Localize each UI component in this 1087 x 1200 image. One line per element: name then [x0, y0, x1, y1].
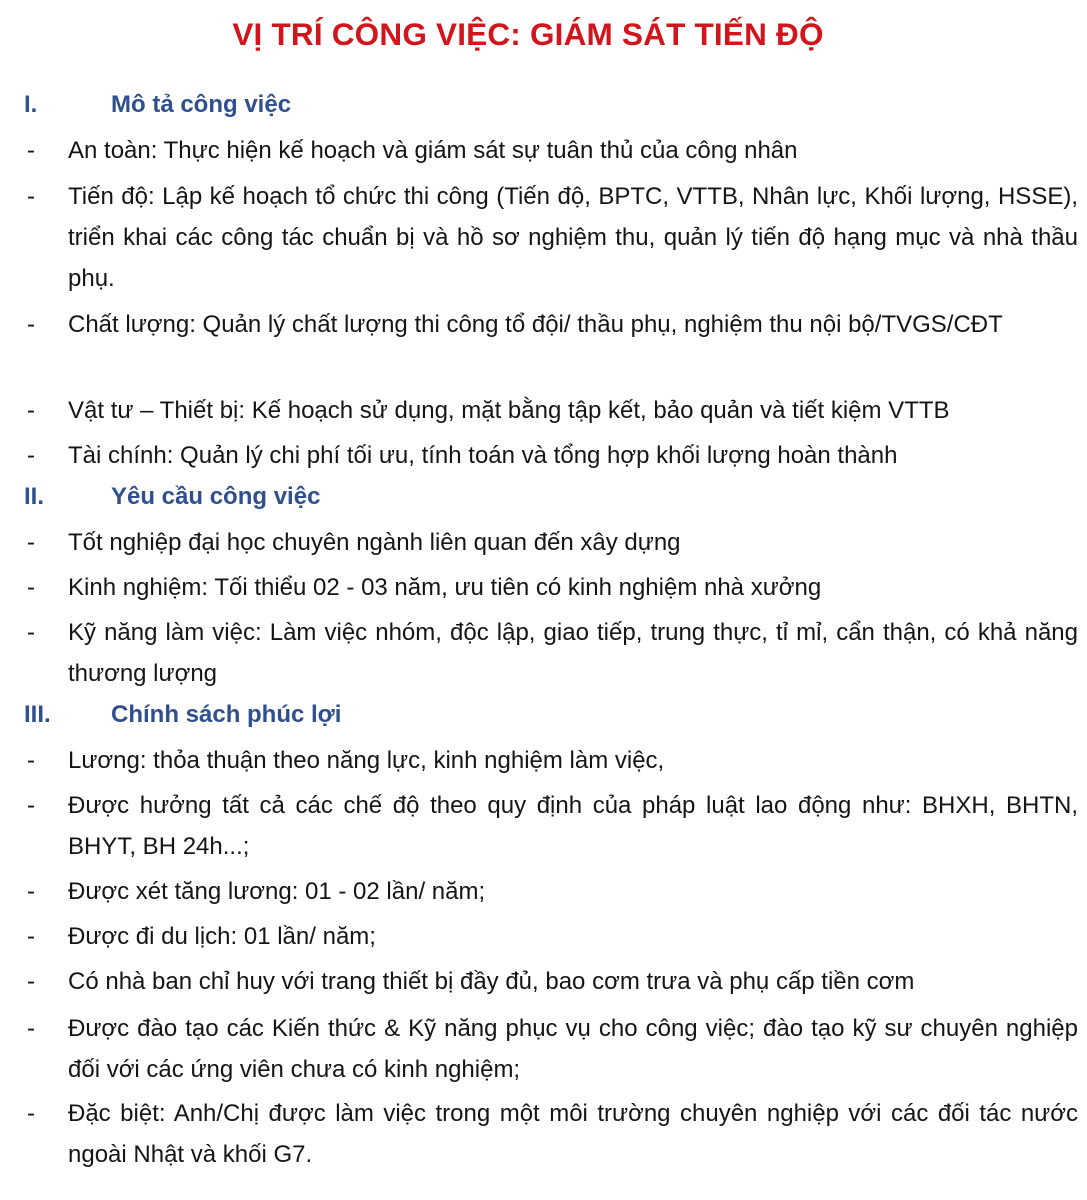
bullet-dash: - [27, 442, 35, 469]
section-heading-requirements [0, 477, 1087, 517]
bullet-dash: - [27, 1100, 35, 1127]
bullet-dash: - [27, 923, 35, 950]
bullet-dash: - [27, 792, 35, 819]
bullet-dash: - [27, 397, 35, 424]
bullet-dash: - [27, 311, 35, 338]
list-item-text: Lương: thỏa thuận theo năng lực, kinh nghiệm làm việc, [68, 747, 665, 774]
list-item-text: Kinh nghiệm: Tối thiểu 02 - 03 năm, ưu tiên có kinh nghiệm nhà xưởng [68, 574, 822, 601]
bullet-dash: - [27, 747, 35, 774]
list-item-text: Có nhà ban chỉ huy với trang thiết bị đầy đủ, bao cơm trưa và phụ cấp tiền cơm [68, 968, 915, 995]
bullet-dash: - [27, 968, 35, 995]
list-item-text: Tiến độ: Lập kế hoạch tổ chức thi công (Tiến độ, BPTC, VTTB, Nhân lực, Khối lượng, HSSE), triển khai các công tác chuẩn bị và hồ sơ nghiệm thu, quản lý tiến độ hạng mục và nhà thầu phụ. [68, 183, 1078, 292]
bullet-dash: - [27, 619, 35, 646]
section-title: Mô tả công việc [111, 91, 292, 118]
bullet-dash: - [27, 574, 35, 601]
list-item-text: Tốt nghiệp đại học chuyên ngành liên quan đến xây dựng [68, 529, 681, 556]
section-number: III. [24, 701, 51, 728]
section-number: II. [24, 483, 45, 510]
bullet-dash: - [27, 183, 35, 210]
bullet-dash: - [27, 137, 35, 164]
list-item-text: An toàn: Thực hiện kế hoạch và giám sát sự tuân thủ của công nhân [68, 137, 798, 164]
bullet-dash: - [27, 1015, 35, 1042]
section-heading-benefits [0, 695, 1087, 735]
section-title: Yêu cầu công việc [111, 483, 321, 510]
list-item-text: Đặc biệt: Anh/Chị được làm việc trong một môi trường chuyên nghiệp với các đối tác nước ngoài Nhật và khối G7. [68, 1100, 1078, 1168]
section-heading-description [0, 85, 1087, 125]
section-title: Chính sách phúc lợi [111, 701, 342, 728]
list-item-text: Được hưởng tất cả các chế độ theo quy định của pháp luật lao động như: BHXH, BHTN, BHYT, BH 24h...; [68, 792, 1078, 860]
list-item-text: Được đi du lịch: 01 lần/ năm; [68, 923, 376, 950]
list-item-text: Được xét tăng lương: 01 - 02 lần/ năm; [68, 878, 486, 905]
list-item-text: Được đào tạo các Kiến thức & Kỹ năng phục vụ cho công việc; đào tạo kỹ sư chuyên nghiệp đối với các ứng viên chưa có kinh nghiệm; [68, 1015, 1078, 1083]
page-title: VỊ TRÍ CÔNG VIỆC: GIÁM SÁT TIẾN ĐỘ [232, 16, 824, 52]
list-item-text: Vật tư – Thiết bị: Kế hoạch sử dụng, mặt bằng tập kết, bảo quản và tiết kiệm VTTB [68, 397, 950, 424]
bullet-dash: - [27, 878, 35, 905]
bullet-dash: - [27, 529, 35, 556]
list-item-text: Kỹ năng làm việc: Làm việc nhóm, độc lập, giao tiếp, trung thực, tỉ mỉ, cẩn thận, có khả năng thương lượng [68, 619, 1078, 687]
list-item-text: Chất lượng: Quản lý chất lượng thi công tổ đội/ thầu phụ, nghiệm thu nội bộ/TVGS/CĐT [68, 311, 1003, 338]
list-item-text: Tài chính: Quản lý chi phí tối ưu, tính toán và tổng hợp khối lượng hoàn thành [68, 442, 898, 469]
section-number: I. [24, 91, 38, 118]
